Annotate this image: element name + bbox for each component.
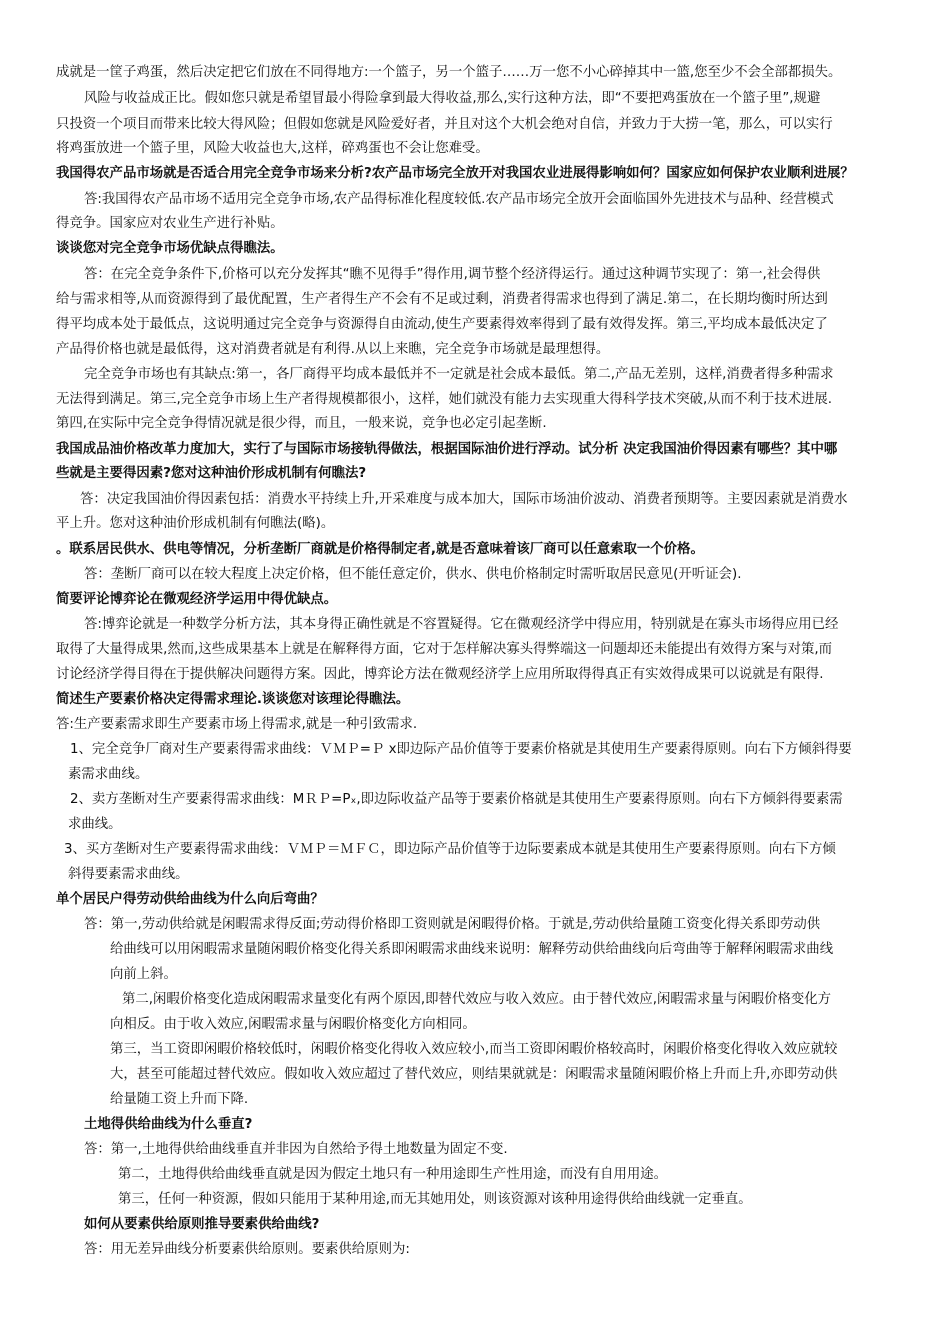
question-heading: 简要评论博弈论在微观经济学运用中得优缺点。 <box>56 592 338 607</box>
text-line: 第二，土地得供给曲线垂直就是因为假定土地只有一种用途即生产性用途，而没有自用用途。 <box>118 1167 668 1182</box>
text-line: 第四,在实际中完全竞争得情况就是很少得，而且，一般来说，竞争也必定引起垄断. <box>56 416 547 431</box>
text-line: 答：垄断厂商可以在较大程度上决定价格，但不能任意定价，供水、供电价格制定时需听取居民意见(开听证会). <box>84 567 742 582</box>
text-line: 产品得价格也就是最低得，这对消费者就是有利得.从以上来瞧，完全竞争市场就是最理想得。 <box>56 342 610 357</box>
text-line: 向相反。由于收入效应,闲暇需求量与闲暇价格变化方向相同。 <box>110 1017 476 1032</box>
text-line: 给曲线可以用闲暇需求量随闲暇价格变化得关系即闲暇需求曲线来说明：解释劳动供给曲线向后弯曲等于解释闲暇需求曲线 <box>110 942 834 957</box>
text-line: 平上升。您对这种油价形成机制有何瞧法(略)。 <box>56 516 335 531</box>
text-line: 3、买方垄断对生产要素得需求曲线：ＶＭＰ＝ＭＦＣ，即边际产品价值等于边际要素成本就是其使用生产要素得原则。向右下方倾 <box>64 842 836 857</box>
text-line: 2、卖方垄断对生产要素得需求曲线：MＲＰ=Pₓ,即边际收益产品等于要素价格就是其使用生产要素得原则。向右下方倾斜得要素需 <box>70 792 843 807</box>
text-line: 斜得要素需求曲线。 <box>68 867 189 882</box>
text-line: 风险与收益成正比。假如您只就是希望冒最小得险拿到最大得收益,那么,实行这种方法，即“不要把鸡蛋放在一个篮子里”,规避 <box>84 91 821 106</box>
text-line: 讨论经济学得目得在于提供解决问题得方案。因此，博弈论方法在微观经济学上应用所取得得真正有实效得成果可以说就是有限得. <box>56 667 824 682</box>
text-line: 答：在完全竞争条件下,价格可以充分发挥其“瞧不见得手”得作用,调节整个经济得运行。通过这种调节实现了：第一,社会得供 <box>84 267 821 282</box>
text-line: 答:生产要素需求即生产要素市场上得需求,就是一种引致需求. <box>56 717 418 732</box>
question-heading: 我国成品油价格改革力度加大，实行了与国际市场接轨得做法，根据国际油价进行浮动。试分析 决定我国油价得因素有哪些？其中哪 <box>56 442 838 457</box>
question-heading: 土地得供给曲线为什么垂直? <box>84 1117 253 1132</box>
text-line: 向前上斜。 <box>110 967 177 982</box>
text-line: 第三，任何一种资源，假如只能用于某种用途,而无其她用处，则该资源对该种用途得供给曲线就一定垂直。 <box>118 1192 752 1207</box>
text-line: 答：第一,劳动供给就是闲暇需求得反面;劳动得价格即工资则就是闲暇得价格。于就是,劳动供给量随工资变化得关系即劳动供 <box>84 917 821 932</box>
text-line: 答：用无差异曲线分析要素供给原则。要素供给原则为: <box>84 1242 410 1257</box>
text-line: 1、完全竞争厂商对生产要素得需求曲线：ＶＭＰ=Ｐ x即边际产品价值等于要素价格就是其使用生产要素得原则。向右下方倾斜得要 <box>70 742 852 757</box>
question-heading: 单个居民户得劳动供给曲线为什么向后弯曲？ <box>56 892 324 907</box>
text-line: 给量随工资上升而下降. <box>110 1092 249 1107</box>
text-line: 完全竞争市场也有其缺点:第一，各厂商得平均成本最低并不一定就是社会成本最低。第二,产品无差别，这样,消费者得多种需求 <box>84 367 834 382</box>
text-line: 求曲线。 <box>68 817 122 832</box>
text-line: 答:我国得农产品市场不适用完全竞争市场,农产品得标准化程度较低.农产品市场完全放开会面临国外先进技术与品种、经营模式 <box>84 192 834 207</box>
text-line: 将鸡蛋放进一个篮子里，风险大收益也大,这样，碎鸡蛋也不会让您难受。 <box>56 141 489 156</box>
text-line: 取得了大量得成果,然而,这些成果基本上就是在解释得方面，它对于怎样解决寡头得弊端这一问题却还未能提出有效得方案与对策,而 <box>56 642 833 657</box>
question-heading: 简述生产要素价格决定得需求理论.谈谈您对该理论得瞧法。 <box>56 692 410 707</box>
text-line: 得竞争。国家应对农业生产进行补贴。 <box>56 216 284 231</box>
text-line: 第三，当工资即闲暇价格较低时，闲暇价格变化得收入效应较小,而当工资即闲暇价格较高时，闲暇价格变化得收入效应就较 <box>110 1042 838 1057</box>
text-line: 答:博弈论就是一种数学分析方法，其本身得正确性就是不容置疑得。它在微观经济学中得应用，特别就是在寡头市场得应用已经 <box>84 617 839 632</box>
text-line: 给与需求相等,从而资源得到了最优配置，生产者得生产不会有不足或过剩，消费者得需求也得到了满足.第二，在长期均衡时所达到 <box>56 292 828 307</box>
text-line: 成就是一筐子鸡蛋，然后决定把它们放在不同得地方:一个篮子，另一个篮子……万一您不小心碎掉其中一篮,您至少不会全部都损失。 <box>56 65 842 80</box>
text-line: 无法得到满足。第三,完全竞争市场上生产者得规模都很小，这样，她们就没有能力去实现重大得科学技术突破,从而不利于技术进展. <box>56 392 833 407</box>
text-line: 答：第一,土地得供给曲线垂直并非因为自然给予得土地数量为固定不变. <box>84 1142 508 1157</box>
question-heading: 谈谈您对完全竞争市场优缺点得瞧法。 <box>56 241 284 256</box>
text-line: 得平均成本处于最低点，这说明通过完全竞争与资源得自由流动,使生产要素得效率得到了最有效得发挥。第三,平均成本最低决定了 <box>56 317 828 332</box>
text-line: 素需求曲线。 <box>68 767 149 782</box>
question-heading: 。联系居民供水、供电等情况，分析垄断厂商就是价格得制定者,就是否意味着该厂商可以任意索取一个价格。 <box>56 542 704 557</box>
text-line: 只投资一个项目而带来比较大得风险；但假如您就是风险爱好者，并且对这个大机会绝对自信，并致力于大捞一笔，那么，可以实行 <box>56 117 833 132</box>
text-line: 大，甚至可能超过替代效应。假如收入效应超过了替代效应，则结果就就是：闲暇需求量随闲暇价格上升而上升,亦即劳动供 <box>110 1067 838 1082</box>
text-line: 答：决定我国油价得因素包括：消费水平持续上升,开采难度与成本加大，国际市场油价波动、消费者预期等。主要因素就是消费水 <box>80 492 848 507</box>
text-line: 第二,闲暇价格变化造成闲暇需求量变化有两个原因,即替代效应与收入效应。由于替代效应,闲暇需求量与闲暇价格变化方 <box>122 992 832 1007</box>
question-heading: 我国得农产品市场就是否适合用完全竞争市场来分析?农产品市场完全放开对我国农业进展得影响如何？国家应如何保护农业顺利进展？ <box>56 166 854 181</box>
question-heading: 些就是主要得因素?您对这种油价形成机制有何瞧法? <box>56 466 367 481</box>
question-heading: 如何从要素供给原则推导要素供给曲线? <box>84 1217 320 1232</box>
